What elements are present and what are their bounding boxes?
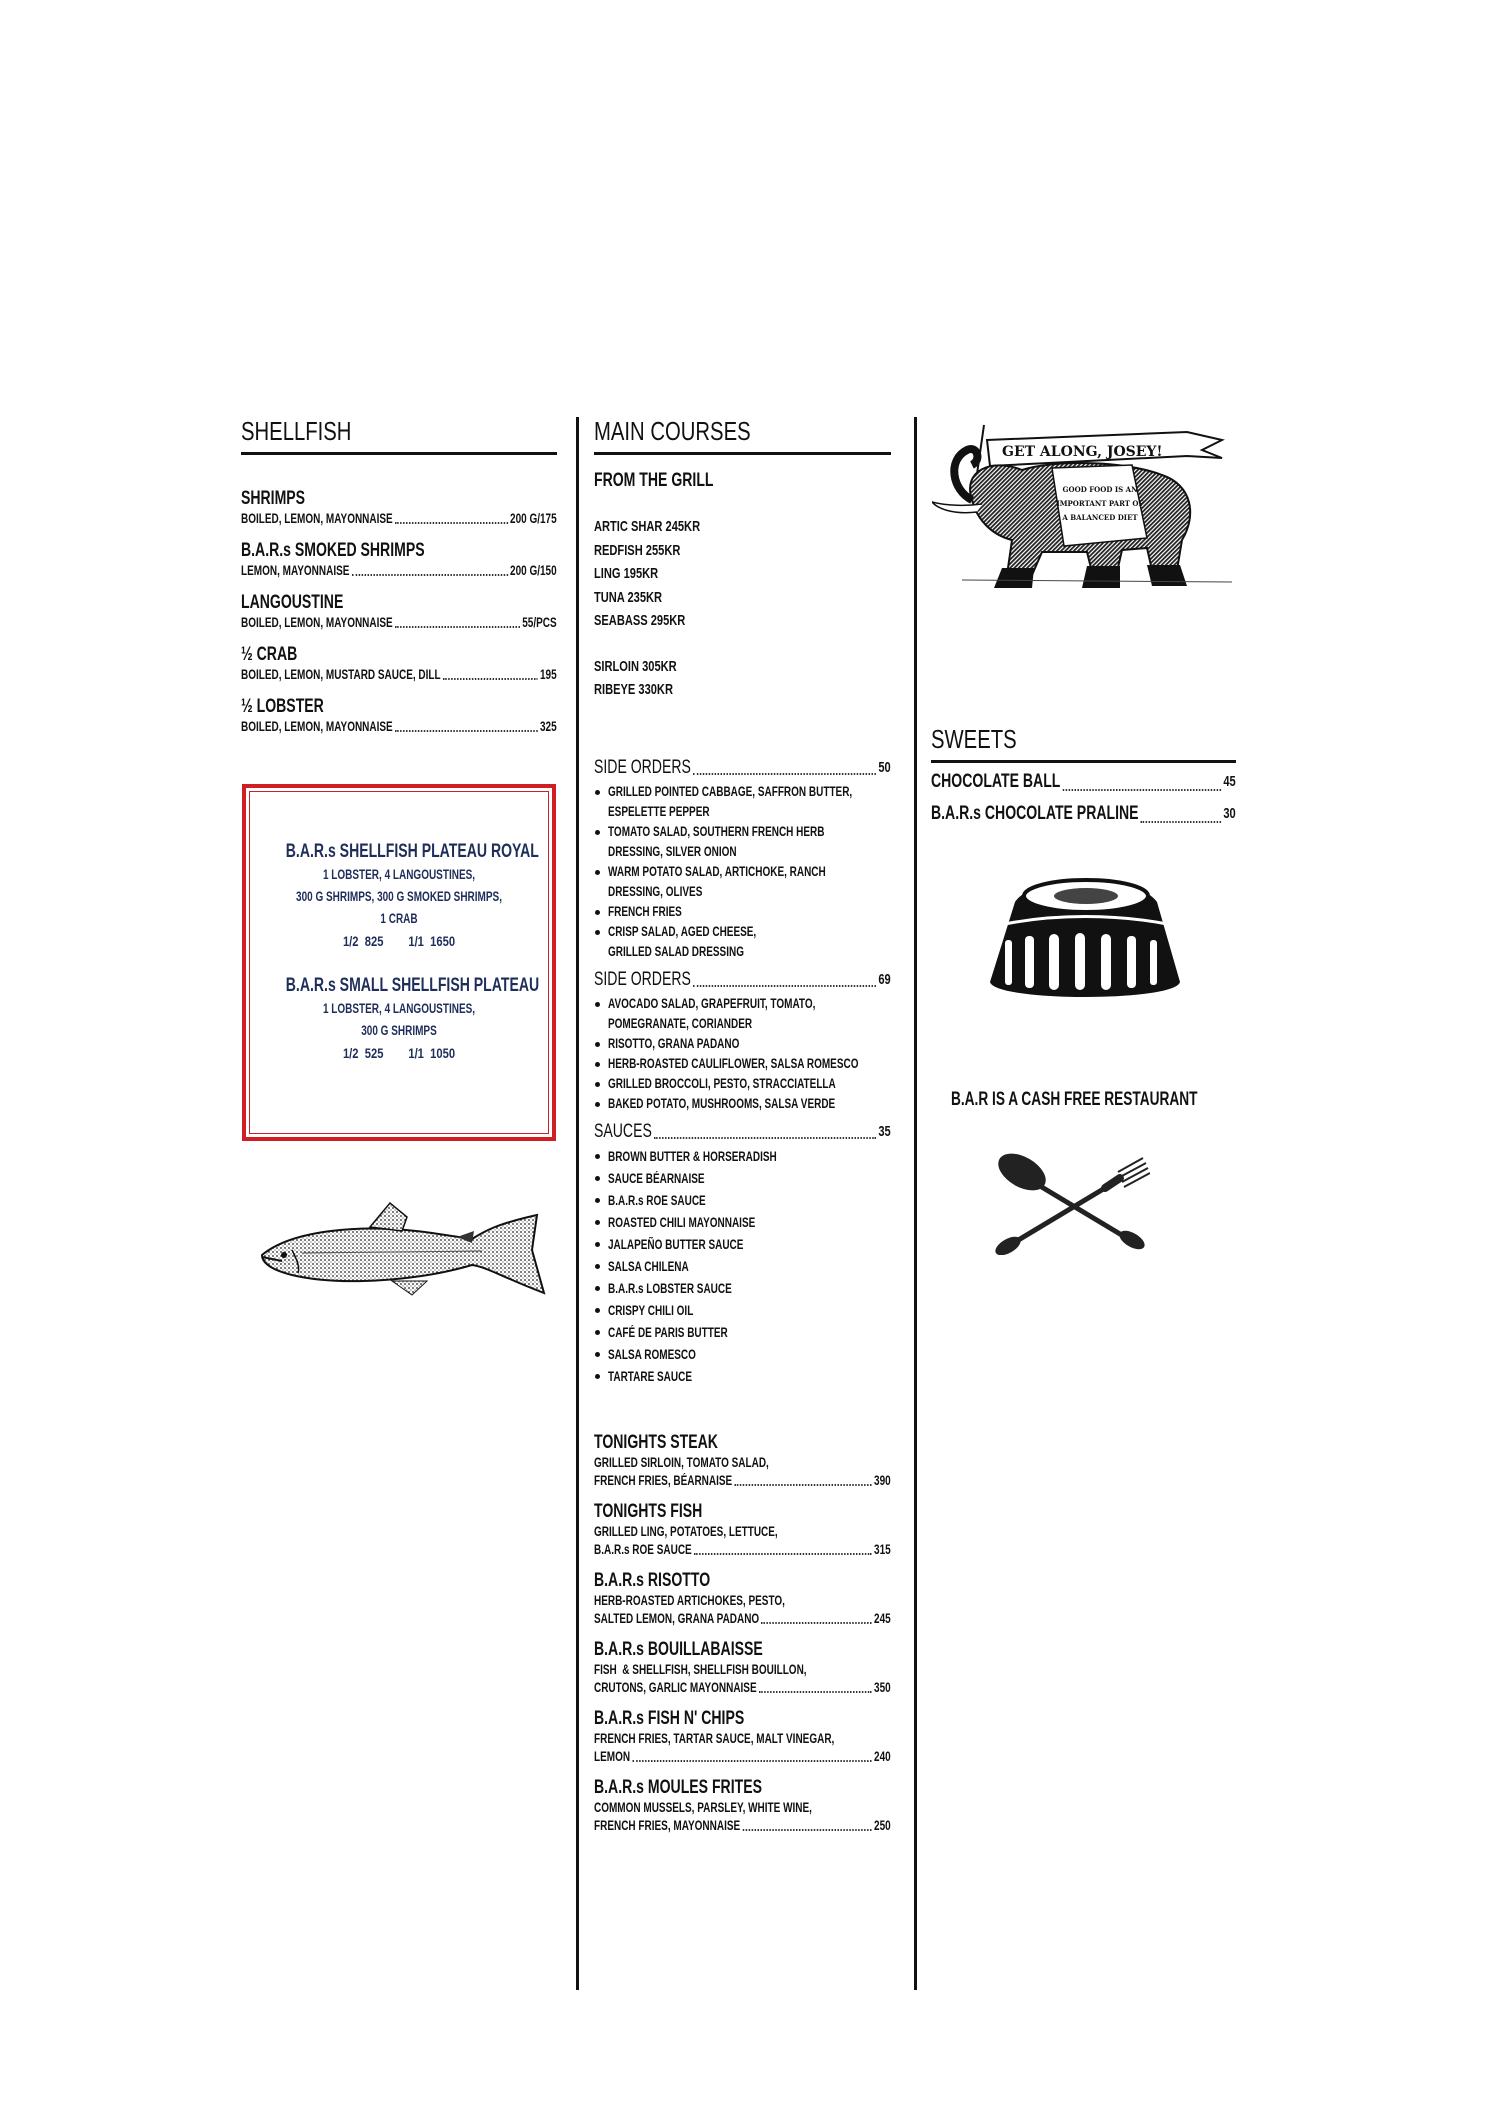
item-name: B.A.R.s RISOTTO — [594, 1570, 711, 1591]
specials-list — [594, 1432, 891, 1846]
item-description: FRENCH FRIES, BÉARNAISE — [594, 1473, 733, 1488]
item-name: ½ CRAB — [241, 644, 298, 665]
item-price: 390 — [874, 1473, 891, 1488]
item-description: COMMON MUSSELS, PARSLEY, WHITE WINE, — [594, 1800, 812, 1815]
grill-title: FROM THE GRILL — [594, 470, 714, 491]
item-name: TONIGHTS FISH — [594, 1501, 703, 1522]
blanket-text: A BALANCED DIET — [1062, 513, 1138, 522]
list-item: CRISPY CHILI OIL — [594, 1300, 891, 1322]
item-row — [594, 1679, 891, 1697]
blanket-text: GOOD FOOD IS AN — [1062, 485, 1138, 494]
item-price: 200 G/175 — [510, 511, 557, 526]
plateau-royal — [246, 840, 552, 952]
side-orders-title: SIDE ORDERS — [594, 968, 691, 990]
sweet-item-chocolate-ball — [931, 766, 1236, 798]
dot-leader — [761, 1622, 871, 1624]
list-item: FRENCH FRIES — [594, 902, 891, 922]
sweet-item-chocolate-praline — [931, 798, 1236, 830]
main-courses-column — [594, 416, 891, 1394]
item-name: LANGOUSTINE — [241, 592, 344, 613]
list-item: B.A.R.s LOBSTER SAUCE — [594, 1278, 891, 1300]
item-row — [594, 1748, 891, 1766]
menu-item-langoustine — [241, 592, 557, 632]
list-item: CAFÉ DE PARIS BUTTER — [594, 1322, 891, 1344]
item-description: LEMON — [594, 1749, 631, 1764]
item-price: 240 — [874, 1749, 891, 1764]
item-description: SALTED LEMON, GRANA PADANO — [594, 1611, 760, 1626]
list-item: HERB-ROASTED CAULIFLOWER, SALSA ROMESCO — [594, 1054, 891, 1074]
fish-illustration — [252, 1195, 552, 1305]
grill-meat-list — [594, 655, 891, 702]
dot-leader — [759, 1691, 872, 1693]
price-half: 1/2 825 — [342, 933, 384, 949]
section-title-main-courses: MAIN COURSES — [594, 416, 751, 446]
item-row — [241, 562, 557, 580]
cash-free-notice: B.A.R IS A CASH FREE RESTAURANT — [951, 1089, 1198, 1110]
item-description: GRILLED SIRLOIN, TOMATO SALAD, — [594, 1455, 769, 1470]
item-description: CRUTONS, GARLIC MAYONNAISE — [594, 1680, 757, 1695]
grill-item: RIBEYE 330KR — [594, 681, 673, 698]
special-tonights-steak — [594, 1432, 891, 1490]
blanket-text: IMPORTANT PART OF — [1056, 499, 1144, 508]
list-item: TARTARE SAUCE — [594, 1366, 891, 1388]
column-divider-left — [576, 417, 579, 1990]
list-item: GRILLED BROCCOLI, PESTO, STRACCIATELLA — [594, 1074, 891, 1094]
item-price: 350 — [874, 1680, 891, 1695]
menu-item-half-crab — [241, 644, 557, 684]
price-half: 1/2 525 — [342, 1045, 384, 1061]
side-orders-price: 69 — [878, 970, 891, 988]
dot-leader — [1141, 821, 1221, 823]
list-item: CRISP SALAD, AGED CHEESE, GRILLED SALAD DRESSING — [594, 922, 891, 962]
item-name: B.A.R.s BOUILLABAISSE — [594, 1639, 763, 1660]
plateau-box — [242, 784, 556, 1141]
sweet-price: 45 — [1223, 773, 1236, 790]
item-name: B.A.R.s SMOKED SHRIMPS — [241, 540, 425, 561]
item-price: 325 — [540, 719, 557, 734]
plateau-line: 300 G SHRIMPS — [361, 1023, 437, 1038]
item-row — [594, 1472, 891, 1490]
item-description: BOILED, LEMON, MAYONNAISE — [241, 511, 393, 526]
list-item: BAKED POTATO, MUSHROOMS, SALSA VERDE — [594, 1094, 891, 1114]
item-description: FRENCH FRIES, TARTAR SAUCE, MALT VINEGAR, — [594, 1731, 835, 1746]
price-full: 1/1 1050 — [408, 1045, 456, 1061]
item-row — [241, 614, 557, 632]
dot-leader — [693, 985, 876, 987]
side-orders-50-list — [594, 782, 891, 962]
item-price: 245 — [874, 1611, 891, 1626]
side-orders-69-header — [594, 968, 891, 992]
dot-leader — [395, 626, 520, 628]
plateau-title: B.A.R.s SMALL SHELLFISH PLATEAU — [285, 975, 540, 996]
plateau-title: B.A.R.s SHELLFISH PLATEAU ROYAL — [285, 841, 539, 862]
dot-leader — [693, 773, 876, 775]
special-bouillabaisse — [594, 1639, 891, 1697]
plateau-line: 1 LOBSTER, 4 LANGOUSTINES, — [322, 1001, 476, 1016]
list-item: WARM POTATO SALAD, ARTICHOKE, RANCH DRESSING, OLIVES — [594, 862, 891, 902]
banner-text: GET ALONG, JOSEY! — [1002, 444, 1163, 460]
item-name: B.A.R.s MOULES FRITES — [594, 1777, 762, 1798]
grill-fish-list — [594, 515, 891, 633]
dot-leader — [694, 1553, 872, 1555]
item-description: FRENCH FRIES, MAYONNAISE — [594, 1818, 741, 1833]
grill-item: SEABASS 295KR — [594, 612, 686, 629]
item-description: BOILED, LEMON, MUSTARD SAUCE, DILL — [241, 667, 441, 682]
dot-leader — [352, 574, 508, 576]
plateau-prices — [277, 1042, 522, 1064]
menu-item-shrimps — [241, 488, 557, 528]
item-name: B.A.R.s FISH N' CHIPS — [594, 1708, 745, 1729]
list-item: RISOTTO, GRANA PADANO — [594, 1034, 891, 1054]
sauces-price: 35 — [878, 1122, 891, 1140]
dot-leader — [395, 730, 538, 732]
cutlery-illustration — [990, 1150, 1150, 1255]
list-item: JALAPEÑO BUTTER SAUCE — [594, 1234, 891, 1256]
grill-item: ARTIC SHAR 245KR — [594, 518, 701, 535]
list-item: SALSA ROMESCO — [594, 1344, 891, 1366]
list-item: BROWN BUTTER & HORSERADISH — [594, 1146, 891, 1168]
section-title-sweets: SWEETS — [931, 724, 1017, 754]
item-price: 200 G/150 — [510, 563, 557, 578]
shellfish-column — [241, 416, 557, 748]
special-fish-n-chips — [594, 1708, 891, 1766]
menu-item-half-lobster — [241, 696, 557, 736]
special-tonights-fish — [594, 1501, 891, 1559]
item-row — [241, 666, 557, 684]
sweet-name: CHOCOLATE BALL — [931, 771, 1061, 792]
dot-leader — [734, 1484, 871, 1486]
plateau-line: 1 CRAB — [380, 911, 418, 926]
item-row — [594, 1610, 891, 1628]
list-item: SAUCE BÉARNAISE — [594, 1168, 891, 1190]
grill-item: LING 195KR — [594, 565, 659, 582]
dot-leader — [1063, 789, 1222, 791]
sweet-name: B.A.R.s CHOCOLATE PRALINE — [931, 803, 1139, 824]
item-description: HERB-ROASTED ARTICHOKES, PESTO, — [594, 1593, 785, 1608]
grill-item: TUNA 235KR — [594, 588, 663, 606]
side-orders-title: SIDE ORDERS — [594, 756, 691, 778]
sweets-section — [931, 724, 1236, 830]
menu-item-smoked-shrimps — [241, 540, 557, 580]
sauces-list — [594, 1146, 891, 1388]
list-item: SALSA CHILENA — [594, 1256, 891, 1278]
special-risotto — [594, 1570, 891, 1628]
list-item: AVOCADO SALAD, GRAPEFRUIT, TOMATO, POMEGRANATE, CORIANDER — [594, 994, 891, 1034]
side-orders-50-header — [594, 756, 891, 780]
plateau-content — [246, 840, 552, 1086]
list-item: TOMATO SALAD, SOUTHERN FRENCH HERB DRESSING, SILVER ONION — [594, 822, 891, 862]
item-row — [241, 510, 557, 528]
item-description: LEMON, MAYONNAISE — [241, 563, 350, 578]
item-description: GRILLED LING, POTATOES, LETTUCE, — [594, 1524, 778, 1539]
dot-leader — [443, 678, 538, 680]
elephant-illustration — [932, 420, 1232, 595]
side-orders-price: 50 — [878, 758, 891, 776]
list-item: GRILLED POINTED CABBAGE, SAFFRON BUTTER, ESPELETTE PEPPER — [594, 782, 891, 822]
sauces-header — [594, 1120, 891, 1144]
plateau-small — [246, 974, 552, 1064]
dot-leader — [395, 522, 508, 524]
item-name: TONIGHTS STEAK — [594, 1432, 718, 1453]
special-moules-frites — [594, 1777, 891, 1835]
item-row — [594, 1817, 891, 1835]
plateau-line: 300 G SHRIMPS, 300 G SMOKED SHRIMPS, — [296, 889, 502, 904]
sweet-price: 30 — [1223, 805, 1236, 822]
item-description: B.A.R.s ROE SAUCE — [594, 1542, 692, 1557]
item-price: 55/PCS — [522, 615, 557, 630]
item-price: 195 — [540, 667, 557, 682]
column-divider-right — [914, 417, 917, 1990]
list-item: ROASTED CHILI MAYONNAISE — [594, 1212, 891, 1234]
item-price: 315 — [874, 1542, 891, 1557]
plateau-prices — [277, 930, 522, 952]
dot-leader — [654, 1137, 876, 1139]
plateau-line: 1 LOBSTER, 4 LANGOUSTINES, — [322, 867, 476, 882]
list-item: B.A.R.s ROE SAUCE — [594, 1190, 891, 1212]
sauces-title: SAUCES — [594, 1120, 652, 1142]
item-row — [241, 718, 557, 736]
item-price: 250 — [874, 1818, 891, 1833]
item-name: SHRIMPS — [241, 488, 306, 509]
item-description: BOILED, LEMON, MAYONNAISE — [241, 615, 393, 630]
side-orders-69-list — [594, 994, 891, 1114]
grill-item: REDFISH 255KR — [594, 541, 681, 559]
item-name: ½ LOBSTER — [241, 696, 324, 717]
item-description: BOILED, LEMON, MAYONNAISE — [241, 719, 393, 734]
item-row — [594, 1541, 891, 1559]
grill-item: SIRLOIN 305KR — [594, 657, 677, 675]
dot-leader — [632, 1760, 872, 1762]
dot-leader — [742, 1829, 871, 1831]
price-full: 1/1 1650 — [408, 933, 456, 949]
jelly-mold-illustration — [975, 862, 1197, 1012]
section-title-shellfish: SHELLFISH — [241, 416, 352, 446]
item-description: FISH & SHELLFISH, SHELLFISH BOUILLON, — [594, 1662, 807, 1677]
